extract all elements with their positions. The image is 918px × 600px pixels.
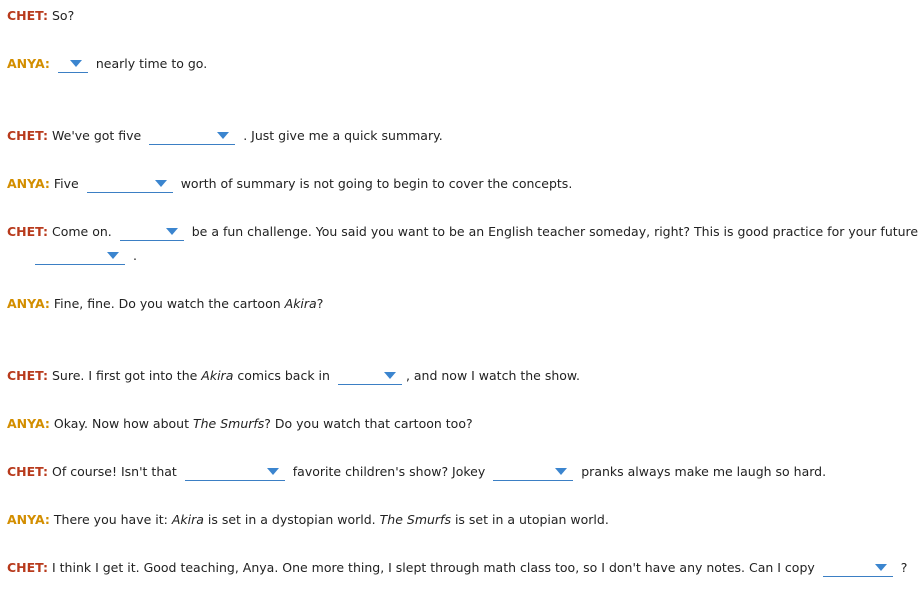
blank-dropdown-4[interactable] [120,222,184,241]
blank-dropdown-6[interactable] [338,366,402,385]
line-text: is set in a dystopian world. [207,512,376,527]
line-text: Okay. Now how about [53,416,189,431]
caret-down-icon [555,468,567,475]
line-5-continued [31,246,891,266]
line-text: There you have it: [53,512,168,527]
speaker-anya: ANYA: [7,56,50,71]
line-text: Five [53,176,79,191]
line-11 [7,558,908,578]
speaker-anya: ANYA: [7,296,50,311]
line-8 [7,414,891,434]
line-text: Of course! Isn't that [52,464,177,479]
line-text: be a fun challenge. You said you want to be an English teacher someday, right? This is good practice for your future [191,224,918,239]
speaker-chet: CHET: [7,224,49,239]
line-text: pranks always make me laugh so hard. [581,464,827,479]
speaker-chet: CHET: [7,128,49,143]
caret-down-icon [166,228,178,235]
line-text: I think I get it. Good teaching, Anya. One more thing, I slept through math class too, so I don't have any notes. Can I copy [52,560,815,575]
blank-dropdown-2[interactable] [149,126,235,145]
blank-dropdown-9[interactable] [823,558,893,577]
caret-down-icon [70,60,82,67]
caret-down-icon [155,180,167,187]
speaker-anya: ANYA: [7,176,50,191]
line-6 [7,294,891,314]
speaker-chet: CHET: [7,368,49,383]
line-text: . Just give me a quick summary. [243,128,443,143]
line-3 [7,126,891,146]
blank-dropdown-5[interactable] [35,246,125,265]
line-10 [7,510,891,530]
line-text: ? [900,560,908,575]
line-text-italic: Akira [171,512,204,527]
caret-down-icon [384,372,396,379]
line-4 [7,174,891,194]
line-text: , and now I watch the show. [405,368,580,383]
caret-down-icon [107,252,119,259]
line-text-italic: The Smurfs [192,416,265,431]
line-text: comics back in [237,368,330,383]
blank-dropdown-3[interactable] [87,174,173,193]
line-text: ? [316,296,324,311]
speaker-anya: ANYA: [7,512,50,527]
blank-dropdown-7[interactable] [185,462,285,481]
line-7 [7,366,891,386]
speaker-chet: CHET: [7,464,49,479]
line-text: ? Do you watch that cartoon too? [264,416,473,431]
blank-dropdown-8[interactable] [493,462,573,481]
line-text: favorite children's show? Jokey [292,464,486,479]
line-2 [7,54,891,74]
line-text-italic: Akira [284,296,317,311]
line-text: Sure. I first got into the [52,368,198,383]
caret-down-icon [267,468,279,475]
line-text: Fine, fine. Do you watch the cartoon [53,296,281,311]
line-1 [7,6,891,26]
line-text: . [132,248,137,263]
line-text-italic: Akira [201,368,234,383]
line-9 [7,462,891,482]
caret-down-icon [875,564,887,571]
line-text: is set in a utopian world. [454,512,609,527]
speaker-chet: CHET: [7,8,49,23]
line-text: worth of summary is not going to begin to cover the concepts. [180,176,573,191]
line-text: Come on. [52,224,112,239]
line-5 [7,222,918,242]
line-text-italic: The Smurfs [379,512,451,527]
line-text: nearly time to go. [95,56,208,71]
line-text: So? [52,8,75,23]
blank-dropdown-1[interactable] [58,54,88,73]
speaker-anya: ANYA: [7,416,50,431]
speaker-chet: CHET: [7,560,49,575]
caret-down-icon [217,132,229,139]
line-text: We've got five [52,128,142,143]
